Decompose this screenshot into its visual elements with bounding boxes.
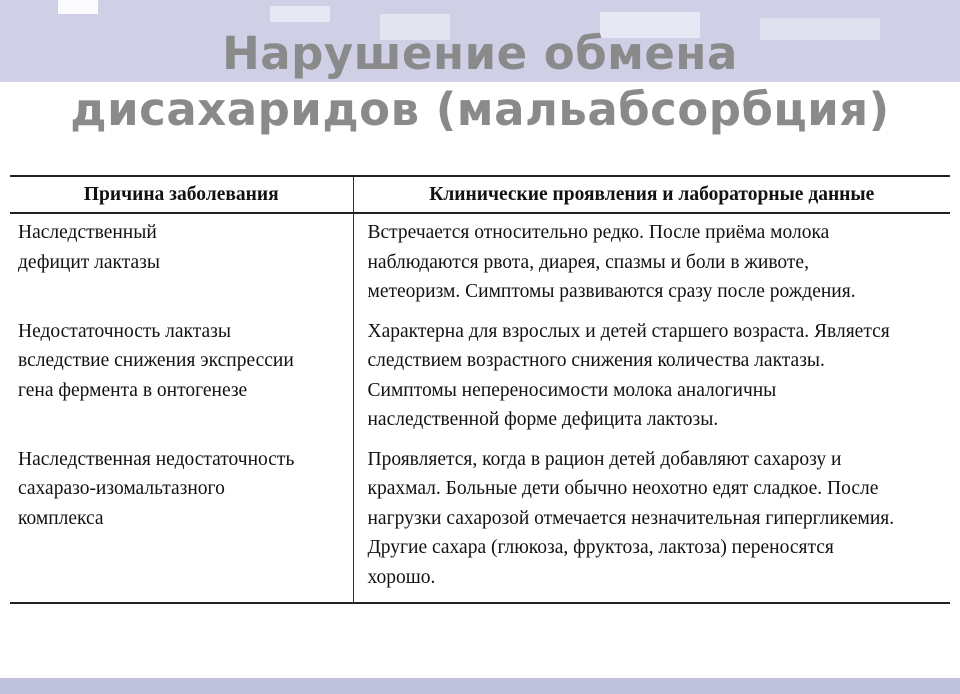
cause-line: Наследственная недостаточность [18, 448, 295, 470]
description-line: нагрузки сахарозой отмечается незначительная гипергликемия. [367, 507, 895, 529]
table-row [10, 213, 950, 313]
description-line: Проявляется, когда в рацион детей добавляют сахарозу и [367, 448, 842, 470]
description-line: Симптомы непереносимости молока аналогичны [367, 379, 777, 401]
band-highlight [58, 0, 98, 14]
cause-line: Недостаточность лактазы [18, 320, 231, 342]
disaccharide-table [10, 175, 950, 604]
cause-line: комплекса [18, 507, 104, 529]
description-line: Встречается относительно редко. После приёма молока [367, 222, 830, 243]
description-cell [353, 313, 950, 441]
description-line: наблюдаются рвота, диарея, спазмы и боли в животе, [367, 251, 809, 273]
description-line: Характерна для взрослых и детей старшего возраста. Является [367, 320, 890, 342]
slide-title-line-1: Нарушение обмена [222, 27, 738, 80]
description-line: Другие сахара (глюкоза, фруктоза, лактоза) переносятся [367, 537, 834, 558]
description-line: метеоризм. Симптомы развиваются сразу после рождения. [367, 281, 856, 302]
cause-cell [10, 441, 353, 603]
description-line: следствием возрастного снижения количества лактазы. [367, 350, 825, 371]
slide-title-line-2: дисахаридов (мальабсорбция) [70, 83, 890, 136]
table-row [10, 313, 950, 441]
table-bottom-rule [10, 602, 950, 604]
header-description: Клинические проявления и лабораторные данные [353, 176, 950, 213]
band-highlight [270, 6, 330, 22]
table-row [10, 441, 950, 603]
cause-line: Наследственный [18, 222, 157, 243]
table-header-row [10, 176, 950, 213]
description-line: крахмал. Больные дети обычно неохотно едят сладкое. После [367, 478, 879, 499]
bottom-decorative-band [0, 678, 960, 694]
cause-line: гена фермента в онтогенезе [18, 379, 248, 401]
slide-title [60, 26, 900, 138]
description-line: хорошо. [367, 566, 436, 588]
description-line: наследственной форме дефицита лактозы. [367, 409, 719, 430]
description-cell [353, 213, 950, 313]
description-cell [353, 441, 950, 603]
cause-line: дефицит лактазы [18, 251, 160, 273]
header-cause: Причина заболевания [10, 176, 353, 213]
cause-cell [10, 313, 353, 441]
cause-line: вследствие снижения экспрессии [18, 350, 294, 371]
cause-cell [10, 213, 353, 313]
cause-line: сахаразо-изомальтазного [18, 478, 225, 499]
